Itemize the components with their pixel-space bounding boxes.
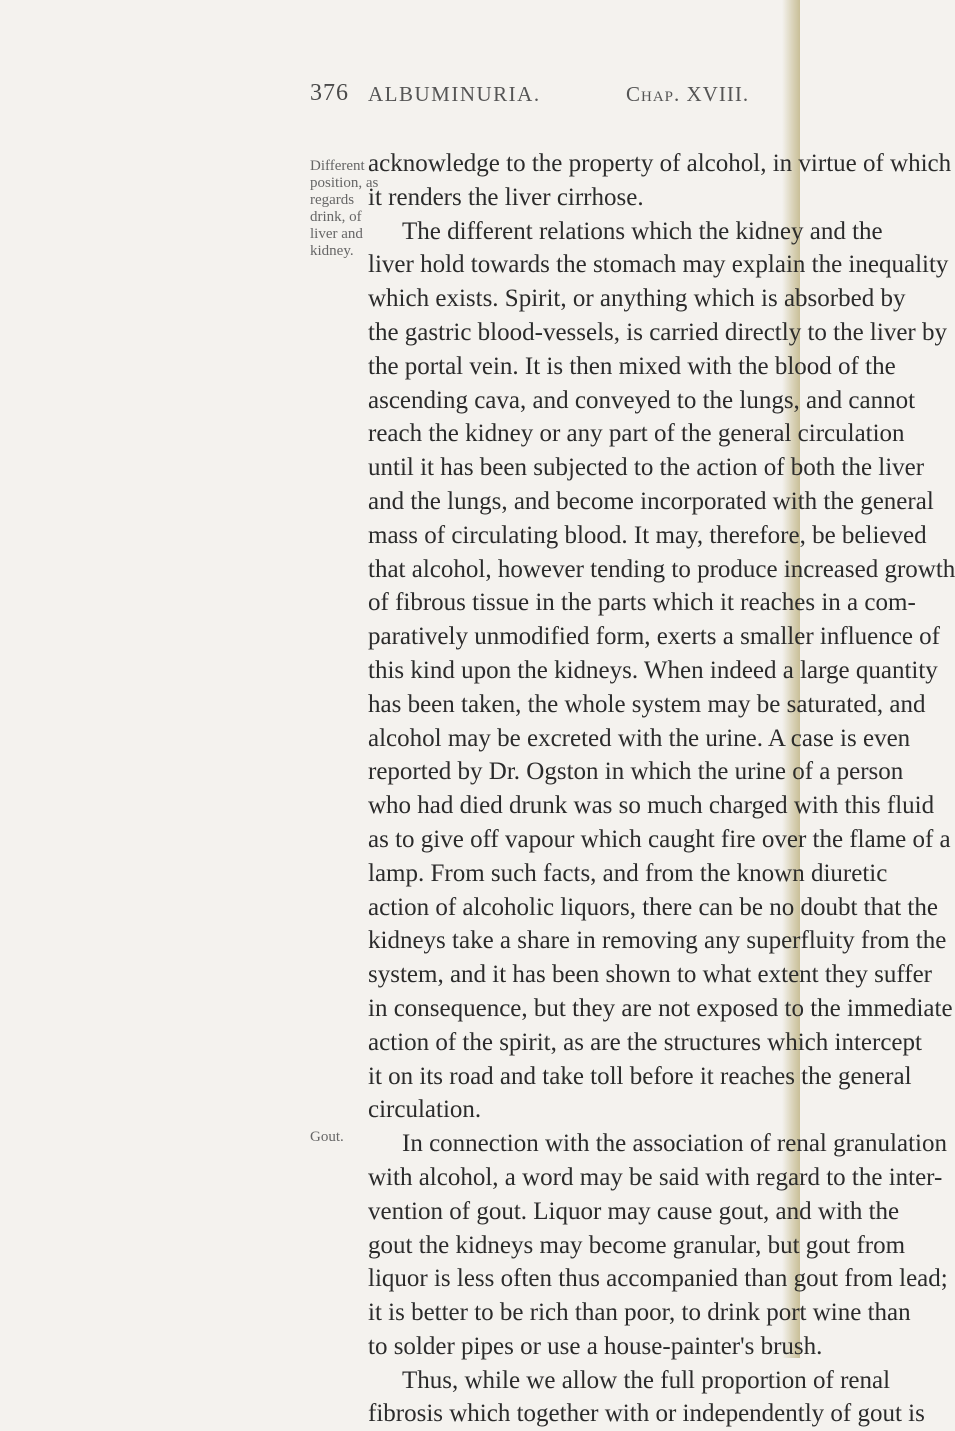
- text-line: liver hold towards the stomach may explain the inequality: [368, 251, 949, 279]
- text-line: The different relations which the kidney and the: [402, 217, 883, 245]
- margin-note-line: kidney.: [310, 243, 354, 259]
- text-line: mass of circulating blood. It may, therefore, be believed: [368, 521, 927, 549]
- text-line: the portal vein. It is then mixed with the blood of the: [368, 352, 896, 380]
- margin-note-line: liver and: [310, 226, 363, 242]
- text-line: action of alcoholic liquors, there can be no doubt that the: [368, 893, 938, 921]
- text-line: as to give off vapour which caught fire over the flame of a: [368, 825, 951, 853]
- text-line: lamp. From such facts, and from the known diuretic: [368, 859, 888, 887]
- text-line: circulation.: [368, 1096, 482, 1124]
- text-line: reported by Dr. Ogston in which the urine of a person: [368, 758, 904, 786]
- text-line: it is better to be rich than poor, to drink port wine than: [368, 1299, 911, 1327]
- text-line: to solder pipes or use a house-painter's brush.: [368, 1332, 823, 1360]
- margin-note-line: regards: [310, 192, 355, 208]
- text-line: that alcohol, however tending to produce increased growth: [368, 555, 955, 583]
- text-line: reach the kidney or any part of the general circulation: [368, 420, 905, 448]
- text-line: the gastric blood-vessels, is carried directly to the liver by: [368, 318, 947, 346]
- text-line: and the lungs, and become incorporated with the general: [368, 487, 934, 515]
- text-line: vention of gout. Liquor may cause gout, and with the: [368, 1197, 900, 1225]
- text-line: action of the spirit, as are the structures which intercept: [368, 1028, 922, 1056]
- text-line: this kind upon the kidneys. When indeed a large quantity: [368, 656, 938, 684]
- margin-note-line: Gout.: [310, 1129, 344, 1145]
- text-line: which exists. Spirit, or anything which is absorbed by: [368, 285, 906, 313]
- text-line: it on its road and take toll before it reaches the general: [368, 1062, 912, 1090]
- text-line: alcohol may be excreted with the urine. A case is even: [368, 724, 911, 752]
- running-header: [310, 80, 800, 110]
- text-line: has been taken, the whole system may be saturated, and: [368, 690, 926, 718]
- margin-note-line: drink, of: [310, 209, 362, 225]
- text-line: acknowledge to the property of alcohol, in virtue of which: [368, 150, 952, 177]
- text-line: In connection with the association of renal granulation: [402, 1130, 947, 1158]
- text-line: with alcohol, a word may be said with regard to the inter-: [368, 1163, 943, 1191]
- text-line: fibrosis which together with or independently of gout is: [368, 1400, 925, 1428]
- text-line: Thus, while we allow the full proportion of renal: [402, 1366, 891, 1394]
- text-line: paratively unmodified form, exerts a smaller influence of: [368, 623, 941, 651]
- running-title: ALBUMINURIA.: [368, 82, 541, 106]
- text-line: kidneys take a share in removing any superfluity from the: [368, 927, 947, 955]
- text-line: it renders the liver cirrhose.: [368, 183, 644, 211]
- text-line: who had died drunk was so much charged with this fluid: [368, 792, 935, 820]
- page-number: 376: [310, 80, 349, 106]
- margin-note-line: Different: [310, 158, 365, 174]
- text-line: liquor is less often thus accompanied than gout from lead;: [368, 1265, 948, 1293]
- body-text: [368, 147, 955, 1431]
- text-line: ascending cava, and conveyed to the lungs, and cannot: [368, 386, 916, 414]
- margin-note-line: position, as: [310, 175, 379, 191]
- text-line: of fibrous tissue in the parts which it reaches in a com-: [368, 589, 916, 617]
- text-line: in consequence, but they are not exposed to the immediate: [368, 994, 953, 1022]
- text-line: until it has been subjected to the action of both the liver: [368, 454, 925, 482]
- text-line: system, and it has been shown to what extent they suffer: [368, 961, 933, 989]
- text-line: gout the kidneys may become granular, but gout from: [368, 1231, 906, 1259]
- chapter-label: Chap. XVIII.: [626, 82, 750, 106]
